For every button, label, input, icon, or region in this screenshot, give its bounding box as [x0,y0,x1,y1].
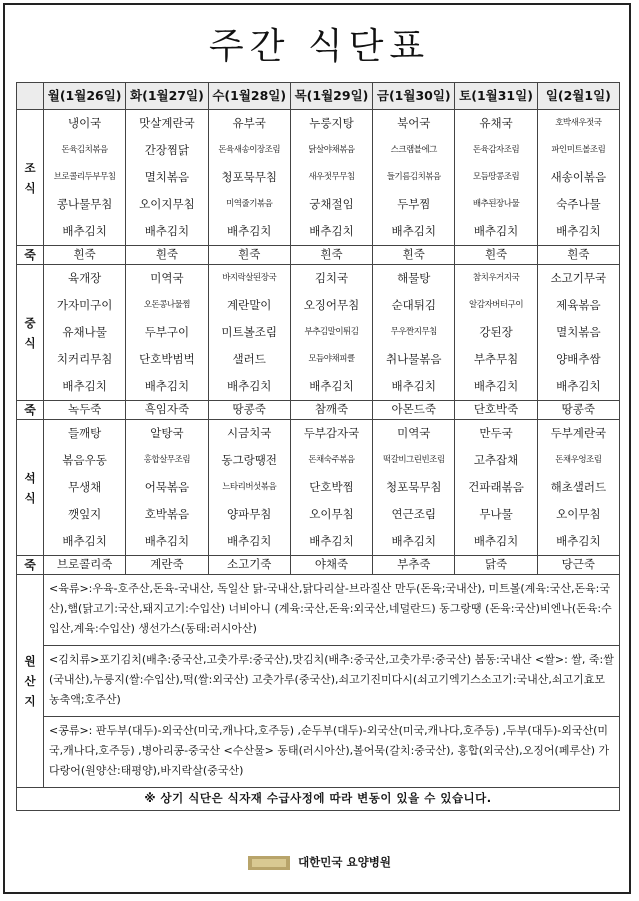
porridge-item: 흰죽 [44,246,126,265]
notice-row [17,788,620,811]
dish-item: 샐러드 [232,352,266,366]
dish-item: 청포묵무침 [385,480,442,494]
dish-item: 배추김치 [309,534,354,548]
meal-label: 중 식 [17,265,44,401]
dish-item: 맛살계란국 [139,116,195,130]
dish-item: 숙주나물 [556,197,601,211]
day-header: 목(1월29일) [290,83,372,110]
dish-item: 배추김치 [473,534,519,548]
porridge-item: 흰죽 [455,246,537,265]
dish-item: 유채국 [479,116,513,130]
dish-item: 돈육김치볶음 [61,145,108,155]
dish-item: 유부국 [232,116,266,130]
origin-row [17,575,620,788]
day-dishes-cell [290,420,372,556]
day-dishes-cell [537,110,619,246]
dish-item: 배추김치 [144,224,190,238]
dish-item: 배추김치 [144,534,190,548]
origin-info [44,575,620,788]
dish-item: 배추김치 [391,534,436,548]
porridge-item: 아몬드죽 [373,401,455,420]
dish-item: 궁채절임 [309,197,354,211]
dish-item: 들기름김치볶음 [386,172,441,182]
hospital-name: 대한민국 요양병원 [298,855,391,869]
dish-item: 미트볼조림 [221,325,277,339]
day-dishes-cell [208,110,290,246]
day-header-row [17,83,620,110]
dish-item: 참치우거지국 [472,273,520,283]
dish-item: 배추김치 [473,224,519,238]
day-header: 화(1월27일) [126,83,208,110]
porridge-label: 죽 [17,246,44,265]
porridge-item: 녹두죽 [44,401,126,420]
dish-item: 순대튀김 [391,298,436,312]
dish-item: 시금치국 [226,426,272,440]
dish-item: 배추김치 [473,379,519,393]
dish-item: 배추된장나물 [472,199,520,209]
dish-item: 강된장 [479,325,513,339]
day-dishes-cell [126,420,208,556]
dish-item: 배추김치 [309,224,354,238]
day-dishes-cell [208,420,290,556]
dish-item: 가자미구이 [56,298,113,312]
day-header: 수(1월28일) [208,83,290,110]
dish-item: 무우짠지무침 [390,327,437,337]
hospital-logo-icon [248,856,290,870]
dish-item: 해초샐러드 [550,480,607,494]
dish-item: 육개장 [67,271,102,285]
dish-item: 모듬땅콩조림 [472,172,520,182]
dish-item: 두부찜 [397,197,431,211]
porridge-item: 소고기죽 [208,556,290,575]
porridge-item: 흰죽 [290,246,372,265]
dish-item: 브로콜리두부무침 [53,172,116,182]
dish-item: 미역줄기볶음 [226,199,273,209]
dish-item: 소고기무국 [550,271,607,285]
dish-item: 오이무침 [556,507,601,521]
dish-item: 미역국 [150,271,184,285]
porridge-item: 흑임자죽 [126,401,208,420]
origin-meat: <육류>:우육-호주산,돈육-국내산, 독일산 닭-국내산,닭다리살-브라질산 만두(돈육;국내산), 미트볼(계육:국산,돈육:국산),햄(닭고기:국산,돼지고기:수입산) 너비아니 (계육:국산,돈육:외국산,네덜란드) 동그랑땡 (돈육:국산)비엔나(돈육:수입산,계육:수입산) 생선가스(동태:러시아산) [44,575,619,646]
dish-item: 동그랑땡전 [221,453,277,467]
dish-item: 닭살야채볶음 [308,145,355,155]
dish-item: 호박볶음 [144,507,190,521]
dish-item: 알감자버터구이 [469,300,524,310]
dish-item: 돈채우엉조림 [555,455,602,465]
dish-item: 냉이국 [67,116,102,130]
dish-item: 바지락살된장국 [222,273,277,283]
dish-item: 제육볶음 [556,298,601,312]
dish-item: 배추김치 [226,379,272,393]
day-dishes-cell [455,420,537,556]
dish-item: 무생채 [67,480,102,494]
dish-item: 두부계란국 [550,426,607,440]
dish-item: 간장찜닭 [144,143,190,157]
dish-item: 배추김치 [226,224,272,238]
dish-item: 만두국 [479,426,513,440]
dish-item: 배추김치 [62,379,107,393]
dish-item: 알탕국 [150,426,184,440]
corner-cell [17,83,44,110]
dish-item: 치커리무침 [56,352,113,366]
day-dishes-cell [373,420,455,556]
day-dishes-cell [290,110,372,246]
dish-item: 배추김치 [556,224,601,238]
dish-item: 고추잡채 [473,453,519,467]
dish-item: 돈육감자조림 [472,145,520,155]
dish-item: 청포묵무침 [221,170,277,184]
meal-label: 석 식 [17,420,44,556]
porridge-label: 죽 [17,556,44,575]
dish-item: 두부감자국 [303,426,360,440]
porridge-item: 땅콩죽 [208,401,290,420]
dish-item: 단호박찜 [309,480,354,494]
dish-item: 배추김치 [62,534,107,548]
dish-item: 연근조림 [391,507,436,521]
dish-item: 스크램블에그 [390,145,437,155]
dish-item: 볶음우동 [62,453,107,467]
dish-item: 단호박범벅 [139,352,195,366]
weekly-menu-table [16,82,620,811]
dish-item: 오징어무침 [303,298,360,312]
dish-item: 두부구이 [144,325,190,339]
dish-item: 오이무침 [309,507,354,521]
dish-item: 유채나물 [62,325,107,339]
porridge-item: 참깨죽 [290,401,372,420]
dish-item: 미역국 [397,426,431,440]
porridge-row [17,556,620,575]
dish-item: 새우젓무무침 [308,172,355,182]
porridge-item: 흰죽 [126,246,208,265]
dish-item: 계란말이 [226,298,272,312]
page-title: 주간 식단표 [208,26,431,67]
day-dishes-cell [455,265,537,401]
dish-item: 어묵볶음 [144,480,190,494]
day-dishes-cell [537,420,619,556]
dish-item: 배추김치 [62,224,107,238]
porridge-item: 흰죽 [208,246,290,265]
meal-row [17,420,620,556]
porridge-item: 땅콩죽 [537,401,619,420]
porridge-item: 단호박죽 [455,401,537,420]
dish-item: 취나물볶음 [385,352,442,366]
day-dishes-cell [537,265,619,401]
dish-item: 돈육새송이장조림 [218,145,281,155]
dish-item: 호박새우젓국 [555,118,602,128]
dish-item: 깻잎지 [67,507,102,521]
dish-item: 느타리버섯볶음 [222,482,277,492]
day-dishes-cell [373,110,455,246]
day-dishes-cell [126,265,208,401]
porridge-row [17,401,620,420]
meal-row [17,265,620,401]
dish-item: 양파무침 [226,507,272,521]
dish-item: 해물탕 [397,271,431,285]
dish-item: 돈채숙주볶음 [308,455,355,465]
dish-item: 콩나물무침 [56,197,113,211]
dish-item: 배추김치 [391,224,436,238]
day-dishes-cell [44,265,126,401]
porridge-item: 야채죽 [290,556,372,575]
day-dishes-cell [44,110,126,246]
dish-item: 멸치볶음 [556,325,601,339]
dish-item: 파인미트볼조림 [551,145,606,155]
dish-item: 떡갈비그린빈조림 [382,455,445,465]
dish-item: 배추김치 [391,379,436,393]
dish-item: 부추무침 [473,352,519,366]
day-header: 금(1월30일) [373,83,455,110]
porridge-item: 닭죽 [455,556,537,575]
porridge-label: 죽 [17,401,44,420]
day-dishes-cell [126,110,208,246]
day-dishes-cell [290,265,372,401]
dish-item: 배추김치 [556,534,601,548]
dish-item: 배추김치 [309,379,354,393]
porridge-row [17,246,620,265]
dish-item: 북어국 [397,116,431,130]
porridge-item: 부추죽 [373,556,455,575]
dish-item: 배추김치 [144,379,190,393]
day-dishes-cell [373,265,455,401]
day-header: 일(2월1일) [537,83,619,110]
day-header: 월(1월26일) [44,83,126,110]
origin-kimchi-rice: <김치류>포기김치(배추:중국산,고춧가루:중국산),맛김치(배추:중국산,고춧가루:중국산) 봄동:국내산 <쌀>: 쌀, 죽:쌀(국내산),누룽지(쌀:수입산),떡(쌀:외국산) 고춧가루(중국산),쇠고기진미다시(쇠고기엑기스소고기:국내산,쇠고기효모농축액;호주산) [44,646,619,717]
day-header: 토(1월31일) [455,83,537,110]
day-dishes-cell [44,420,126,556]
porridge-item: 계란죽 [126,556,208,575]
meal-label: 조 식 [17,110,44,246]
dish-item: 김치국 [314,271,349,285]
dish-item: 들깨탕 [67,426,102,440]
porridge-item: 브로콜리죽 [44,556,126,575]
dish-item: 새송이볶음 [550,170,607,184]
origin-beans-seafood: <콩류>: 판두부(대두)-외국산(미국,캐나다,호주등) ,순두부(대두)-외국산(미국,캐나다,호주등) ,두부(대두)-외국산(미국,캐나다,호주등) ,병아리콩-중국산 <수산물> 동태(러시아산),볼어묵(갈치:중국산), 홍합(외국산),오징어(페루산) 가다랑어(원양산:태평양),바지락살(중국산) [49,724,610,777]
dish-item: 배추김치 [226,534,272,548]
dish-item: 양배추쌈 [556,352,601,366]
footer [0,854,639,870]
porridge-item: 당근죽 [537,556,619,575]
day-dishes-cell [455,110,537,246]
meal-row [17,110,620,246]
dish-item: 누룽지탕 [309,116,354,130]
dish-item: 건파래볶음 [468,480,524,494]
notice-text: ※ 상기 식단은 식자재 수급사정에 따라 변동이 있을 수 있습니다. [17,788,620,811]
porridge-item: 흰죽 [373,246,455,265]
dish-item: 오이지무침 [139,197,195,211]
origin-label: 원 산 지 [17,575,44,788]
porridge-item: 흰죽 [537,246,619,265]
dish-item: 부추김말이튀김 [304,327,359,337]
dish-item: 홍합살무조림 [143,455,191,465]
day-dishes-cell [208,265,290,401]
dish-item: 무나물 [479,507,513,521]
dish-item: 멸치볶음 [144,170,190,184]
dish-item: 오돈콩나물찜 [143,300,191,310]
dish-item: 모듬야채피클 [308,354,355,364]
dish-item: 배추김치 [556,379,601,393]
